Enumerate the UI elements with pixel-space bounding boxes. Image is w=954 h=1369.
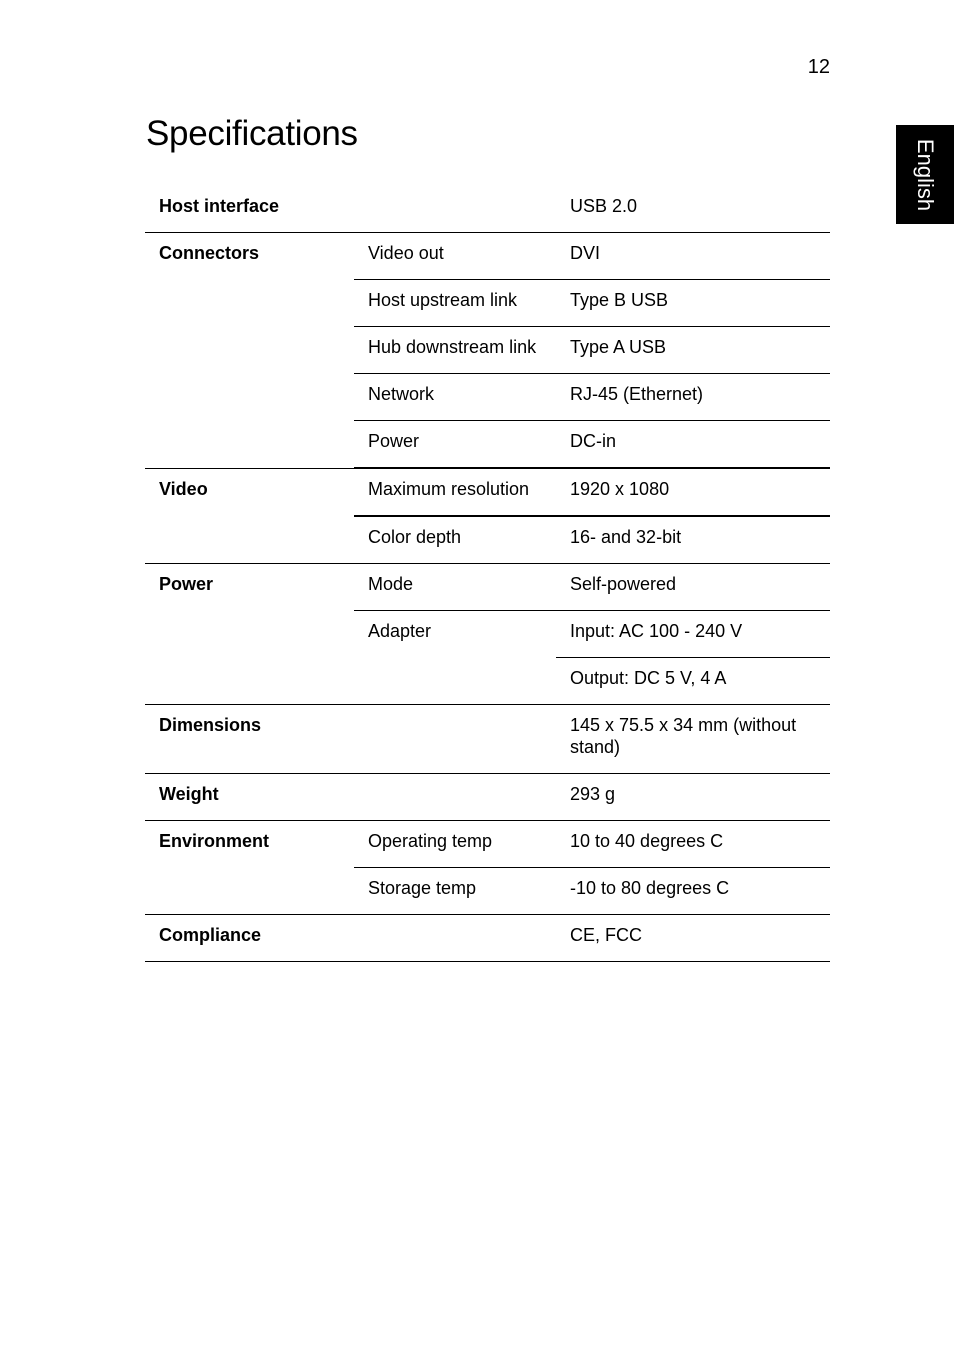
table-row xyxy=(145,186,830,233)
table-cell-name: Maximum resolution xyxy=(354,468,556,516)
table-cell-name: Hub downstream link xyxy=(354,327,556,374)
table-row xyxy=(145,468,830,516)
table-row xyxy=(145,564,830,611)
table-cell-name: Operating temp xyxy=(354,821,556,868)
table-cell-value: DVI xyxy=(556,233,830,280)
table-cell-name: Power xyxy=(354,421,556,469)
row-header-weight: Weight xyxy=(145,774,354,821)
table-cell-value: 16- and 32-bit xyxy=(556,516,830,564)
table-cell-value: Input: AC 100 - 240 V xyxy=(556,611,830,658)
page-title: Specifications xyxy=(146,114,358,153)
table-cell-value: 1920 x 1080 xyxy=(556,468,830,516)
page-number: 12 xyxy=(807,56,830,78)
language-tab-label: English xyxy=(913,138,938,211)
table-cell-value: 10 to 40 degrees C xyxy=(556,821,830,868)
table-cell-value: 293 g xyxy=(556,774,830,821)
table-cell-value: DC-in xyxy=(556,421,830,469)
table-cell-value: Type A USB xyxy=(556,327,830,374)
table-cell-name: Storage temp xyxy=(354,868,556,915)
language-tab xyxy=(896,125,954,224)
table-row xyxy=(145,233,830,280)
table-cell-empty xyxy=(354,186,556,233)
table-cell-name: Video out xyxy=(354,233,556,280)
table-cell-value: Output: DC 5 V, 4 A xyxy=(556,658,830,705)
table-cell-empty xyxy=(354,915,556,962)
table-cell-empty xyxy=(354,705,556,774)
table-row xyxy=(145,705,830,774)
table-cell-name: Host upstream link xyxy=(354,280,556,327)
row-header-dimensions: Dimensions xyxy=(145,705,354,774)
table-cell-value: -10 to 80 degrees C xyxy=(556,868,830,915)
table-row xyxy=(145,915,830,962)
table-cell-value: RJ-45 (Ethernet) xyxy=(556,374,830,421)
table-cell-value: 145 x 75.5 x 34 mm (without stand) xyxy=(556,705,830,774)
table-cell-name: Mode xyxy=(354,564,556,611)
row-header-video: Video xyxy=(145,468,354,564)
table-row xyxy=(145,821,830,868)
table-row xyxy=(145,774,830,821)
table-cell-value: USB 2.0 xyxy=(556,186,830,233)
table-cell-name: Adapter xyxy=(354,611,556,705)
table-cell-value: CE, FCC xyxy=(556,915,830,962)
table-cell-empty xyxy=(354,774,556,821)
row-header-host-interface: Host interface xyxy=(145,186,354,233)
table-cell-value: Type B USB xyxy=(556,280,830,327)
row-header-environment: Environment xyxy=(145,821,354,915)
specifications-table xyxy=(145,186,830,962)
row-header-connectors: Connectors xyxy=(145,233,354,469)
table-cell-value: Self-powered xyxy=(556,564,830,611)
table-cell-name: Network xyxy=(354,374,556,421)
table-cell-name: Color depth xyxy=(354,516,556,564)
row-header-compliance: Compliance xyxy=(145,915,354,962)
row-header-power: Power xyxy=(145,564,354,705)
